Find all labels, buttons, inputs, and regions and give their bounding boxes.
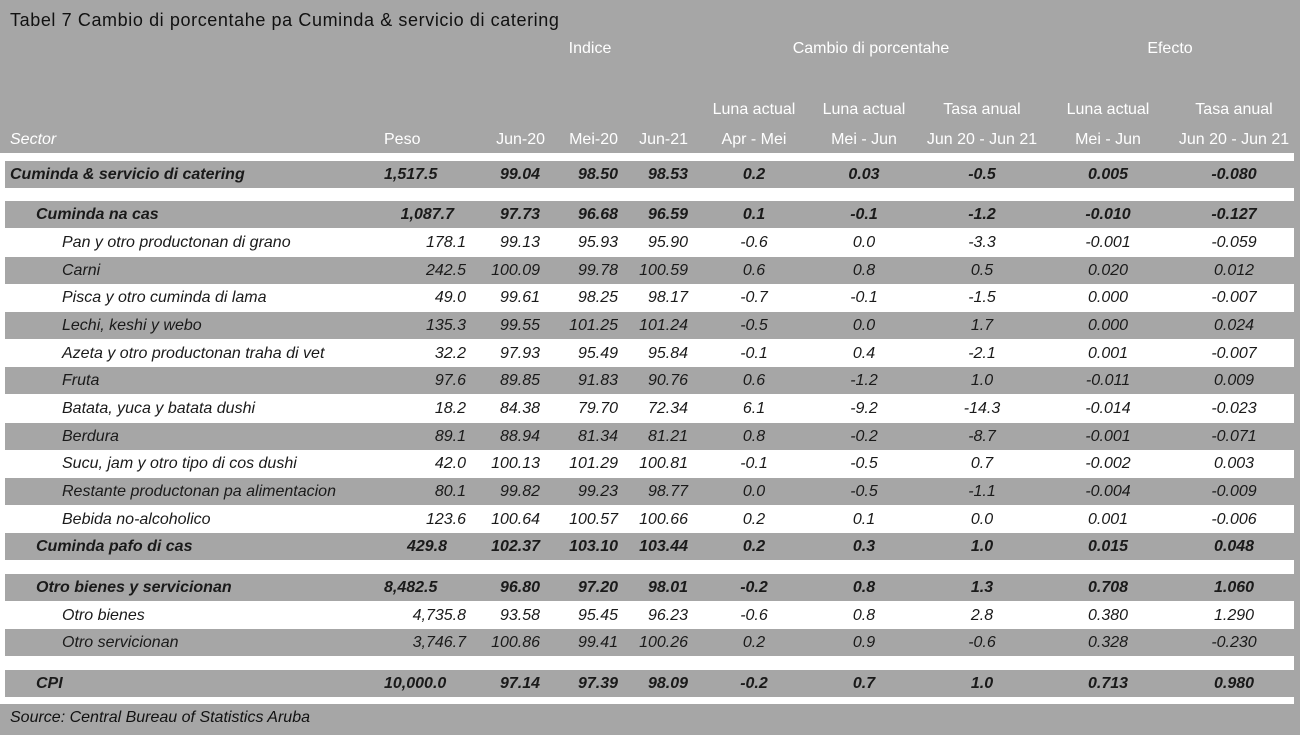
row-jun21: 72.34 (647, 400, 688, 417)
row-mei20: 91.83 (577, 372, 618, 389)
row-cambio-luna2: 0.7 (852, 675, 876, 692)
row-cambio-luna1: -0.2 (740, 675, 768, 692)
row-efecto-luna: 0.005 (1087, 166, 1129, 183)
row-cambio-luna1: 0.2 (742, 511, 766, 528)
row-mei20: 99.78 (577, 262, 618, 279)
row-peso: 97.6 (434, 372, 466, 389)
row-cambio-luna1: 0.2 (742, 634, 766, 651)
table-row (5, 367, 1294, 394)
row-cambio-luna2: -0.5 (850, 455, 878, 472)
row-cambio-luna2: 0.4 (852, 345, 876, 362)
col-header-tasa2-top: Tasa anual (1195, 101, 1273, 118)
table-row (5, 670, 1294, 697)
row-jun20: 99.13 (499, 234, 540, 251)
row-cambio-tasa: -8.7 (968, 428, 996, 445)
row-mei20: 95.45 (577, 607, 618, 624)
row-jun20: 97.93 (499, 345, 540, 362)
row-jun21: 98.77 (647, 483, 688, 500)
row-mei20: 99.41 (577, 634, 618, 651)
row-peso: 1,087.7 (400, 206, 454, 223)
row-mei20: 101.29 (569, 455, 618, 472)
row-cambio-luna1: 0.6 (742, 262, 766, 279)
row-jun20: 99.04 (499, 166, 540, 183)
row-cambio-luna2: 0.0 (852, 234, 876, 251)
row-peso: 242.5 (425, 262, 466, 279)
col-header-tasa1-bot: Jun 20 - Jun 21 (926, 131, 1038, 148)
col-header-sector: Sector (10, 131, 57, 148)
table-row (5, 340, 1294, 367)
row-efecto-luna: 0.015 (1087, 538, 1129, 555)
row-cambio-luna2: -0.1 (850, 289, 878, 306)
row-efecto-luna: -0.001 (1085, 428, 1131, 445)
row-efecto-luna: 0.328 (1087, 634, 1129, 651)
row-jun20: 89.85 (499, 372, 540, 389)
col-header-luna1-bot: Apr - Mei (721, 131, 787, 148)
row-sector: CPI (36, 675, 63, 692)
row-efecto-luna: -0.010 (1085, 206, 1131, 223)
row-sector: Otro servicionan (62, 634, 179, 651)
table-row (5, 257, 1294, 284)
row-jun20: 100.09 (491, 262, 540, 279)
row-cambio-luna1: 0.0 (742, 483, 766, 500)
row-efecto-tasa: 0.003 (1213, 455, 1255, 472)
row-jun21: 98.01 (647, 579, 688, 596)
row-efecto-tasa: 0.012 (1213, 262, 1255, 279)
table-row (5, 161, 1294, 188)
row-efecto-tasa: -0.127 (1211, 206, 1257, 223)
table-row (5, 284, 1294, 311)
group-header-efecto: Efecto (1147, 40, 1193, 57)
row-jun20: 100.86 (491, 634, 540, 651)
col-header-jun20: Jun-20 (496, 131, 545, 148)
row-cambio-luna2: -0.2 (850, 428, 878, 445)
row-jun20: 99.55 (499, 317, 540, 334)
row-cambio-luna1: 0.6 (742, 372, 766, 389)
row-mei20: 97.39 (577, 675, 618, 692)
row-sector: Otro bienes (62, 607, 145, 624)
row-jun21: 98.09 (647, 675, 688, 692)
row-peso: 4,735.8 (412, 607, 466, 624)
col-header-tasa1-top: Tasa anual (943, 101, 1021, 118)
row-efecto-luna: -0.001 (1085, 234, 1131, 251)
row-sector: Pisca y otro cuminda di lama (62, 289, 267, 306)
row-cambio-luna2: 0.8 (852, 607, 876, 624)
row-jun21: 100.26 (639, 634, 688, 651)
row-peso: 8,482.5 (384, 579, 438, 596)
row-cambio-tasa: 1.0 (970, 538, 994, 555)
row-mei20: 100.57 (569, 511, 618, 528)
row-cambio-tasa: 0.7 (970, 455, 994, 472)
row-jun20: 100.64 (491, 511, 540, 528)
row-efecto-luna: 0.000 (1087, 317, 1129, 334)
col-header-luna3-top: Luna actual (1066, 101, 1150, 118)
row-efecto-luna: 0.001 (1087, 345, 1129, 362)
row-peso: 89.1 (434, 428, 466, 445)
col-header-mei20: Mei-20 (569, 131, 618, 148)
row-cambio-tasa: 1.7 (970, 317, 994, 334)
row-efecto-luna: 0.708 (1087, 579, 1129, 596)
row-jun21: 100.59 (639, 262, 688, 279)
col-header-tasa2-bot: Jun 20 - Jun 21 (1178, 131, 1290, 148)
row-peso: 429.8 (406, 538, 447, 555)
row-jun20: 97.73 (499, 206, 540, 223)
row-mei20: 98.25 (577, 289, 618, 306)
table-row (5, 602, 1294, 629)
row-cambio-luna2: -0.5 (850, 483, 878, 500)
row-efecto-tasa: -0.006 (1211, 511, 1257, 528)
row-efecto-tasa: -0.080 (1211, 166, 1257, 183)
row-jun21: 96.59 (647, 206, 688, 223)
table-row (5, 312, 1294, 339)
row-sector: Sucu, jam y otro tipo di cos dushi (62, 455, 297, 472)
row-mei20: 98.50 (577, 166, 618, 183)
row-efecto-tasa: 0.009 (1213, 372, 1255, 389)
row-jun20: 99.61 (499, 289, 540, 306)
row-mei20: 96.68 (577, 206, 618, 223)
row-cambio-tasa: -1.2 (968, 206, 996, 223)
data-table (0, 153, 1294, 704)
col-header-luna2-bot: Mei - Jun (831, 131, 897, 148)
row-cambio-luna1: 0.2 (742, 538, 766, 555)
table-title: Tabel 7 Cambio di porcentahe pa Cuminda & servicio di catering (10, 10, 560, 30)
row-peso: 42.0 (434, 455, 466, 472)
row-cambio-tasa: -1.5 (968, 289, 996, 306)
row-cambio-luna1: -0.7 (740, 289, 768, 306)
row-peso: 123.6 (425, 511, 466, 528)
row-efecto-tasa: -0.059 (1211, 234, 1257, 251)
table-row (5, 450, 1294, 477)
row-jun21: 95.90 (647, 234, 688, 251)
row-cambio-tasa: -0.5 (968, 166, 996, 183)
row-jun20: 97.14 (499, 675, 540, 692)
row-cambio-tasa: -1.1 (968, 483, 996, 500)
row-jun21: 103.44 (639, 538, 688, 555)
row-mei20: 79.70 (577, 400, 618, 417)
row-efecto-tasa: -0.007 (1211, 289, 1257, 306)
row-cambio-tasa: 1.3 (970, 579, 994, 596)
col-header-luna3-bot: Mei - Jun (1075, 131, 1141, 148)
row-cambio-luna2: 0.9 (852, 634, 876, 651)
row-efecto-luna: -0.011 (1085, 372, 1131, 389)
row-efecto-luna: 0.380 (1087, 607, 1129, 624)
source-note: Source: Central Bureau of Statistics Aruba (10, 709, 310, 726)
row-jun21: 95.84 (647, 345, 688, 362)
row-cambio-luna1: 0.1 (742, 206, 766, 223)
row-cambio-tasa: 0.0 (970, 511, 994, 528)
row-efecto-luna: 0.020 (1087, 262, 1129, 279)
row-cambio-luna2: -0.1 (850, 206, 878, 223)
row-cambio-luna2: 0.8 (852, 262, 876, 279)
row-cambio-luna1: -0.6 (740, 607, 768, 624)
row-efecto-tasa: 0.048 (1213, 538, 1255, 555)
row-cambio-luna1: 0.8 (742, 428, 766, 445)
row-jun21: 96.23 (647, 607, 688, 624)
row-jun21: 100.66 (639, 511, 688, 528)
row-jun20: 93.58 (499, 607, 540, 624)
group-header-indice: Indice (568, 40, 612, 57)
row-efecto-tasa: 0.980 (1213, 675, 1255, 692)
row-efecto-tasa: -0.007 (1211, 345, 1257, 362)
row-peso: 135.3 (425, 317, 466, 334)
row-sector: Pan y otro productonan di grano (62, 234, 291, 251)
table-row (5, 229, 1294, 256)
row-cambio-luna2: -1.2 (850, 372, 878, 389)
row-cambio-luna1: -0.5 (740, 317, 768, 334)
row-cambio-luna1: 6.1 (742, 400, 766, 417)
row-sector: Azeta y otro productonan traha di vet (62, 345, 325, 362)
row-peso: 32.2 (434, 345, 466, 362)
row-sector: Batata, yuca y batata dushi (62, 400, 256, 417)
row-cambio-tasa: -3.3 (968, 234, 996, 251)
row-sector: Otro bienes y servicionan (36, 579, 232, 596)
row-efecto-luna: 0.001 (1087, 511, 1129, 528)
row-cambio-tasa: 2.8 (970, 607, 994, 624)
row-efecto-tasa: 1.060 (1213, 579, 1255, 596)
row-jun20: 102.37 (491, 538, 540, 555)
row-cambio-tasa: 1.0 (970, 675, 994, 692)
row-peso: 18.2 (434, 400, 466, 417)
row-cambio-luna1: -0.2 (740, 579, 768, 596)
row-jun21: 90.76 (647, 372, 688, 389)
row-peso: 10,000.0 (384, 675, 447, 692)
row-cambio-luna1: 0.2 (742, 166, 766, 183)
row-cambio-tasa: -2.1 (968, 345, 996, 362)
row-jun21: 98.53 (647, 166, 688, 183)
table-row (5, 629, 1294, 656)
row-cambio-tasa: 0.5 (970, 262, 994, 279)
row-peso: 49.0 (434, 289, 466, 306)
row-jun20: 84.38 (499, 400, 540, 417)
row-jun21: 100.81 (639, 455, 688, 472)
row-efecto-luna: 0.713 (1087, 675, 1129, 692)
row-sector: Restante productonan pa alimentacion (62, 483, 336, 500)
row-sector: Bebida no-alcoholico (62, 511, 211, 528)
row-cambio-luna2: -9.2 (850, 400, 878, 417)
table-row (5, 478, 1294, 505)
row-efecto-tasa: 1.290 (1213, 607, 1255, 624)
row-cambio-luna1: -0.1 (740, 345, 768, 362)
row-cambio-luna1: -0.1 (740, 455, 768, 472)
table-row (5, 533, 1294, 560)
row-efecto-luna: -0.002 (1085, 455, 1131, 472)
row-peso: 1,517.5 (384, 166, 438, 183)
row-cambio-luna2: 0.0 (852, 317, 876, 334)
row-jun21: 98.17 (647, 289, 688, 306)
row-sector: Fruta (62, 372, 100, 389)
row-cambio-luna2: 0.8 (852, 579, 876, 596)
row-efecto-tasa: -0.071 (1211, 428, 1257, 445)
row-peso: 3,746.7 (412, 634, 466, 651)
row-jun20: 100.13 (491, 455, 540, 472)
row-efecto-luna: -0.004 (1085, 483, 1131, 500)
row-mei20: 81.34 (577, 428, 618, 445)
row-mei20: 95.93 (577, 234, 618, 251)
row-mei20: 101.25 (569, 317, 618, 334)
row-sector: Lechi, keshi y webo (62, 317, 202, 334)
row-cambio-luna2: 0.1 (852, 511, 876, 528)
row-efecto-tasa: 0.024 (1213, 317, 1255, 334)
row-sector: Cuminda pafo di cas (36, 538, 193, 555)
table-row (5, 423, 1294, 450)
row-jun20: 99.82 (499, 483, 540, 500)
row-mei20: 103.10 (569, 538, 618, 555)
row-efecto-tasa: -0.009 (1211, 483, 1257, 500)
row-sector: Carni (62, 262, 101, 279)
row-efecto-luna: -0.014 (1085, 400, 1131, 417)
row-cambio-tasa: -0.6 (968, 634, 996, 651)
row-jun21: 101.24 (639, 317, 688, 334)
group-header-cambio: Cambio di porcentahe (792, 40, 950, 57)
row-sector: Berdura (62, 428, 119, 445)
table-row (5, 395, 1294, 422)
row-jun20: 88.94 (499, 428, 540, 445)
col-header-jun21: Jun-21 (639, 131, 688, 148)
row-cambio-luna2: 0.3 (852, 538, 876, 555)
row-efecto-tasa: -0.230 (1211, 634, 1257, 651)
row-sector: Cuminda na cas (36, 206, 159, 223)
row-cambio-tasa: -14.3 (963, 400, 1001, 417)
row-cambio-tasa: 1.0 (970, 372, 994, 389)
table-row (5, 506, 1294, 533)
row-cambio-luna1: -0.6 (740, 234, 768, 251)
row-efecto-luna: 0.000 (1087, 289, 1129, 306)
col-header-luna1-top: Luna actual (712, 101, 796, 118)
row-sector: Cuminda & servicio di catering (10, 166, 245, 183)
table-row (5, 201, 1294, 228)
row-peso: 178.1 (425, 234, 466, 251)
row-mei20: 95.49 (577, 345, 618, 362)
col-header-peso: Peso (384, 131, 421, 148)
row-jun21: 81.21 (647, 428, 688, 445)
row-peso: 80.1 (434, 483, 466, 500)
row-mei20: 97.20 (577, 579, 618, 596)
row-mei20: 99.23 (577, 483, 618, 500)
row-jun20: 96.80 (499, 579, 540, 596)
row-cambio-luna2: 0.03 (848, 166, 880, 183)
row-efecto-tasa: -0.023 (1211, 400, 1257, 417)
col-header-luna2-top: Luna actual (822, 101, 906, 118)
table-row (5, 574, 1294, 601)
